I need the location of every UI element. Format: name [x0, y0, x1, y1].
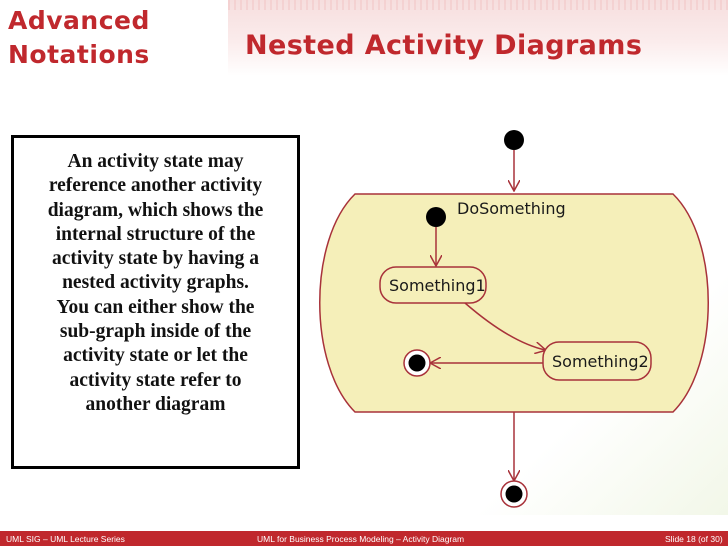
text-line: another diagram — [85, 393, 226, 415]
section-title — [8, 4, 218, 72]
text-line: sub-graph inside of the — [59, 321, 252, 343]
section-title-line1: Advanced — [8, 6, 150, 35]
footer-series: UML SIG – UML Lecture Series — [6, 534, 125, 544]
text-line: activity state by having a — [52, 248, 259, 270]
section-title-line2: Notations — [8, 40, 150, 69]
initial-node-icon — [504, 130, 524, 150]
state-something1-label: Something1 — [389, 276, 486, 295]
text-line: activity state refer to — [69, 369, 242, 391]
final-node-core-icon — [506, 486, 523, 503]
diagram-canvas — [305, 110, 728, 515]
activity-diagram — [305, 110, 728, 515]
text-line: internal structure of the — [55, 223, 256, 245]
outer-activity-label: DoSomething — [457, 199, 566, 218]
state-something2-label: Something2 — [552, 352, 649, 371]
description-textbox — [11, 135, 300, 469]
text-line: diagram, which shows the — [47, 199, 264, 221]
footer-bar — [0, 531, 728, 546]
slide-title: Nested Activity Diagrams — [245, 30, 643, 61]
footer-lecture-title: UML for Business Process Modeling – Activity Diagram — [257, 534, 465, 544]
nested-initial-node-icon — [426, 207, 446, 227]
text-line: nested activity graphs. — [62, 272, 249, 294]
nested-final-node-core-icon — [409, 355, 426, 372]
text-line: You can either show the — [56, 296, 255, 318]
text-line: An activity state may — [67, 151, 244, 172]
text-line: activity state or let the — [63, 345, 248, 367]
outer-activity-state — [320, 194, 709, 412]
text-line: reference another activity — [48, 175, 263, 197]
footer-slide-number: Slide 18 (of 30) — [665, 534, 723, 544]
